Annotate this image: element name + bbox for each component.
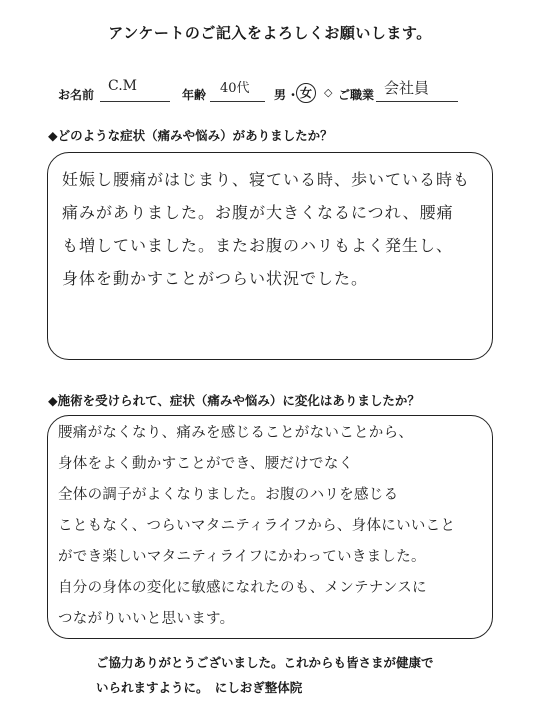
job-value: 会社員 [384, 79, 430, 97]
closing-line-2: いられますように。 にしおぎ整体院 [96, 680, 303, 695]
answer-box-1 [47, 152, 493, 360]
closing-line-1: ご協力ありがとうございました。これからも皆さまが健康で [96, 655, 434, 670]
page-title: アンケートのご記入をよろしくお願いします。 [108, 24, 432, 42]
job-underline [376, 101, 458, 102]
age-value: 40代 [220, 81, 250, 96]
question-2: ◆施術を受けられて、症状（痛みや悩み）に変化はありましたか？ [48, 393, 420, 408]
age-label: 年齢 [182, 88, 207, 102]
name-label: お名前 [58, 88, 95, 102]
answer-1-text: 妊娠し腰痛がはじまり、寝ている時、歩いている時も 痛みがありました。お腹が大きくなるにつれ、腰痛 も増していました。またお腹のハリもよく発生し、 身体を動かすことがつらい状況でした。 [62, 170, 471, 288]
male-label: 男 [274, 88, 287, 102]
question-1: ◆どのような症状（痛みや悩み）がありましたか？ [48, 128, 333, 143]
job-label: ご職業 [338, 88, 375, 102]
female-option-circled [296, 83, 316, 103]
answer-2-text: 腰痛がなくなり、痛みを感じることがないことから、 身体をよく動かすことができ、腰だけでなく 全体の調子がよくなりました。お腹のハリを感じる こともなく、つらいマタニティライフから、身体にいいこと ができ楽しいマタニティライフにかわっていきました。 自分の身体の変化に敏感になれたのも、メンテナンスに つながりいいと思います。 [58, 425, 456, 627]
name-underline [100, 101, 170, 102]
answer-box-2 [47, 415, 493, 639]
age-underline [210, 101, 265, 102]
diamond-icon: ◇ [324, 86, 333, 99]
gender-separator: ・ [287, 88, 300, 102]
name-value: C.M [108, 78, 137, 94]
female-label: 女 [299, 86, 312, 100]
